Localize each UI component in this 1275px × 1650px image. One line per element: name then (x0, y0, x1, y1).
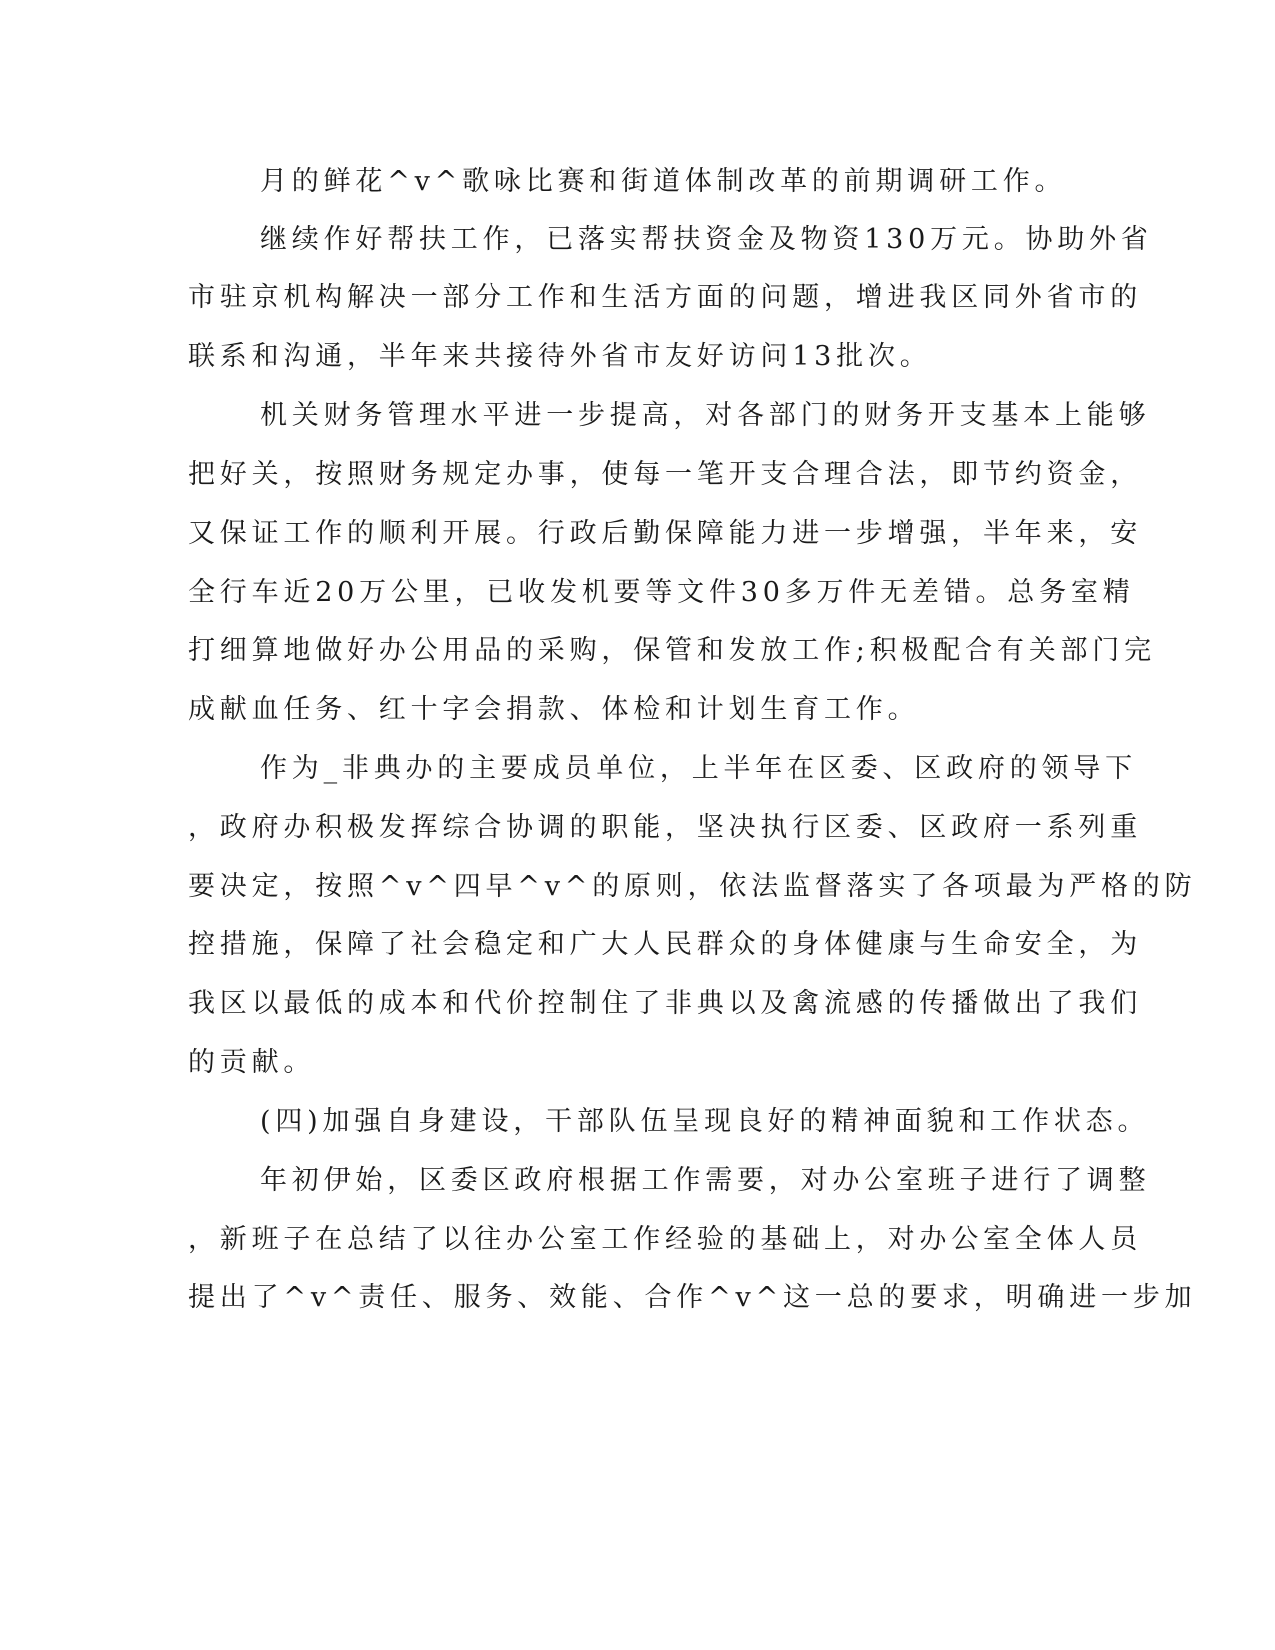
text-line: 的贡献。 (188, 1047, 316, 1078)
text-line: 控措施，保障了社会稳定和广大人民群众的身体健康与生命安全，为 (188, 929, 1142, 960)
text-line: 继续作好帮扶工作，已落实帮扶资金及物资130万元。协助外省 (260, 224, 1153, 255)
text-line: 年初伊始，区委区政府根据工作需要，对办公室班子进行了调整 (260, 1165, 1151, 1196)
text-line: 联系和沟通，半年来共接待外省市友好访问13批次。 (188, 341, 932, 372)
text-line: 月的鲜花^v^歌咏比赛和街道体制改革的前期调研工作。 (260, 166, 1067, 197)
text-line: 把好关，按照财务规定办事，使每一笔开支合理合法，即节约资金， (188, 459, 1142, 490)
text-line: 市驻京机构解决一部分工作和生活方面的问题，增进我区同外省市的 (188, 282, 1142, 313)
text-line: 打细算地做好办公用品的采购，保管和发放工作;积极配合有关部门完 (188, 635, 1156, 666)
text-line: ，新班子在总结了以往办公室工作经验的基础上，对办公室全体人员 (188, 1224, 1142, 1255)
text-line: (四)加强自身建设，干部队伍呈现良好的精神面貌和工作状态。 (260, 1106, 1150, 1137)
text-line: 要决定，按照^v^四早^v^的原则，依法监督落实了各项最为严格的防 (188, 871, 1197, 902)
text-line: 成献血任务、红十字会捐款、体检和计划生育工作。 (188, 694, 920, 725)
text-line: 全行车近20万公里，已收发机要等文件30多万件无差错。总务室精 (188, 577, 1135, 608)
text-line: 机关财务管理水平进一步提高，对各部门的财务开支基本上能够 (260, 400, 1151, 431)
text-line: 我区以最低的成本和代价控制住了非典以及禽流感的传播做出了我们 (188, 988, 1142, 1019)
text-line: ，政府办积极发挥综合协调的职能，坚决执行区委、区政府一系列重 (188, 812, 1142, 843)
text-line: 提出了^v^责任、服务、效能、合作^v^这一总的要求，明确进一步加 (188, 1282, 1197, 1313)
text-line: 作为_非典办的主要成员单位，上半年在区委、区政府的领导下 (260, 753, 1137, 784)
text-line: 又保证工作的顺利开展。行政后勤保障能力进一步增强，半年来，安 (188, 518, 1142, 549)
